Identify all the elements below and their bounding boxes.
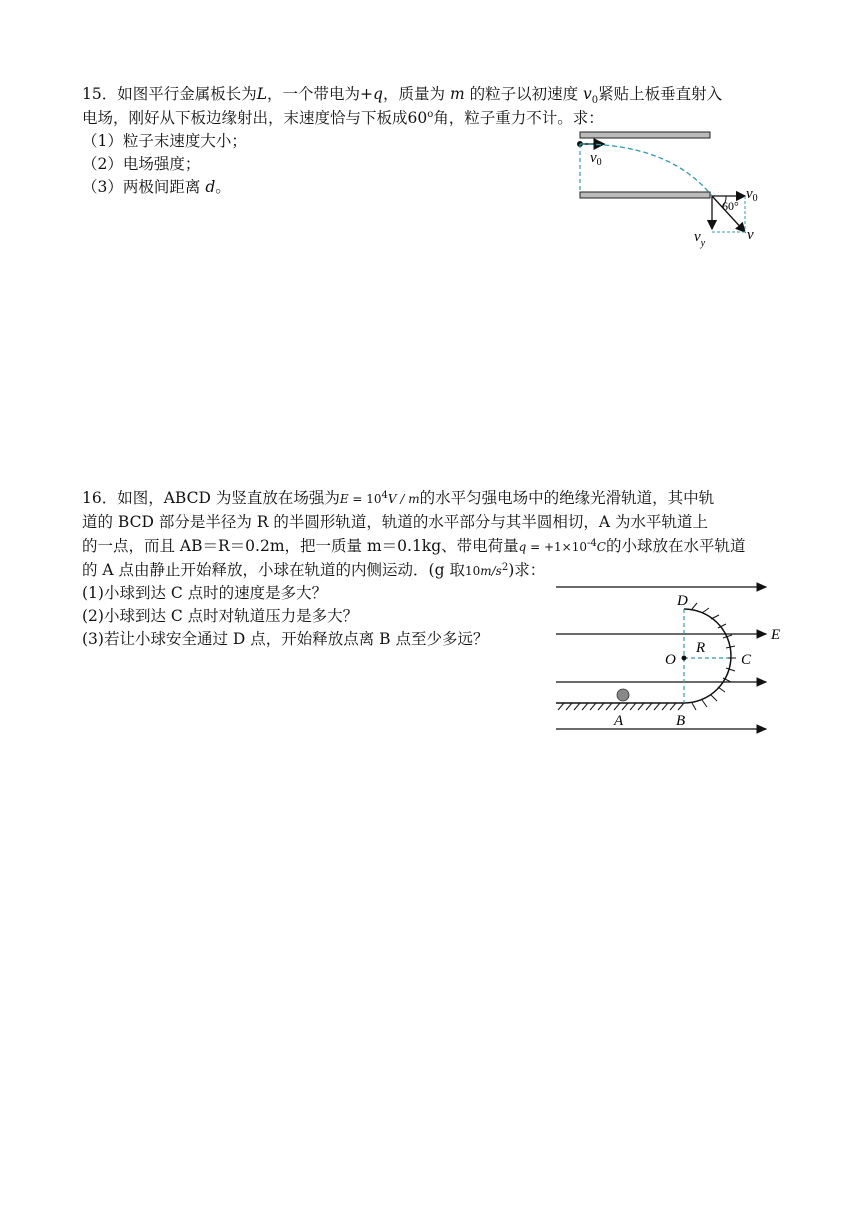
label-O: O [665, 652, 676, 668]
q16-line1: 16．如图，ABCD 为竖直放在场强为$E = 10^4V / m$的水平匀强电场中的绝缘光滑轨道，其中轨 [82, 489, 715, 507]
q16-figure [552, 578, 792, 738]
label-B: B [676, 713, 686, 729]
q16-line2: 道的 BCD 部分是半径为 R 的半圆形轨道，轨道的水平部分与其半圆相切，A 为水平轨道上 [82, 513, 708, 531]
q15-line2: 电场，刚好从下板边缘射出，末速度恰与下板成60$^o$角，粒子重力不计。求： [82, 108, 604, 127]
q16-sub2: (2)小球到达 C 点时对轨道压力是多大？ [82, 607, 359, 625]
fig-vy-label: $v_y$ [694, 229, 706, 249]
q15-sub3: （3）两极间距离 d。 [82, 178, 231, 196]
ball [617, 689, 629, 701]
label-C: C [741, 652, 752, 668]
fig-v-label: v [747, 227, 754, 243]
q15-figure [570, 124, 770, 254]
q15-sub1: （1）粒子末速度大小； [82, 132, 247, 150]
center-O [682, 656, 687, 661]
q16-number: 16． [82, 489, 118, 507]
trajectory [580, 144, 712, 196]
q16-sub1: (1)小球到达 C 点时的速度是多大？ [82, 584, 328, 602]
q16-sub3: (3)若让小球安全通过 D 点，开始释放点离 B 点至少多远？ [82, 630, 489, 648]
bottom-plate [580, 192, 710, 198]
fig-v0-label: $v_0$ [590, 150, 602, 168]
label-E: E [771, 627, 781, 643]
q15-sub2: （2）电场强度； [82, 155, 201, 173]
q16-line4: 的 A 点由静止开始释放，小球在轨道的内侧运动．(g 取$10m/s^2$)求： [82, 561, 546, 579]
top-plate [580, 132, 710, 138]
semicircle-track [684, 609, 731, 703]
label-A: A [614, 713, 624, 729]
fig-v0-end-label: $v_0$ [746, 186, 758, 204]
q15-line1: 15．如图平行金属板长为L，一个带电为+q，质量为 m 的粒子以初速度 $v_0$紧贴上板垂直射入 [82, 85, 723, 107]
fig-angle-label: 60° [722, 199, 739, 213]
label-R: R [696, 640, 706, 656]
q16-line3: 的一点，而且 AB＝R＝0.2m，把一质量 m＝0.1kg、带电荷量$q = +1\times 10^{-4}C$的小球放在水平轨道 [82, 537, 746, 555]
q15-number: 15． [82, 85, 118, 103]
label-D: D [677, 593, 688, 609]
